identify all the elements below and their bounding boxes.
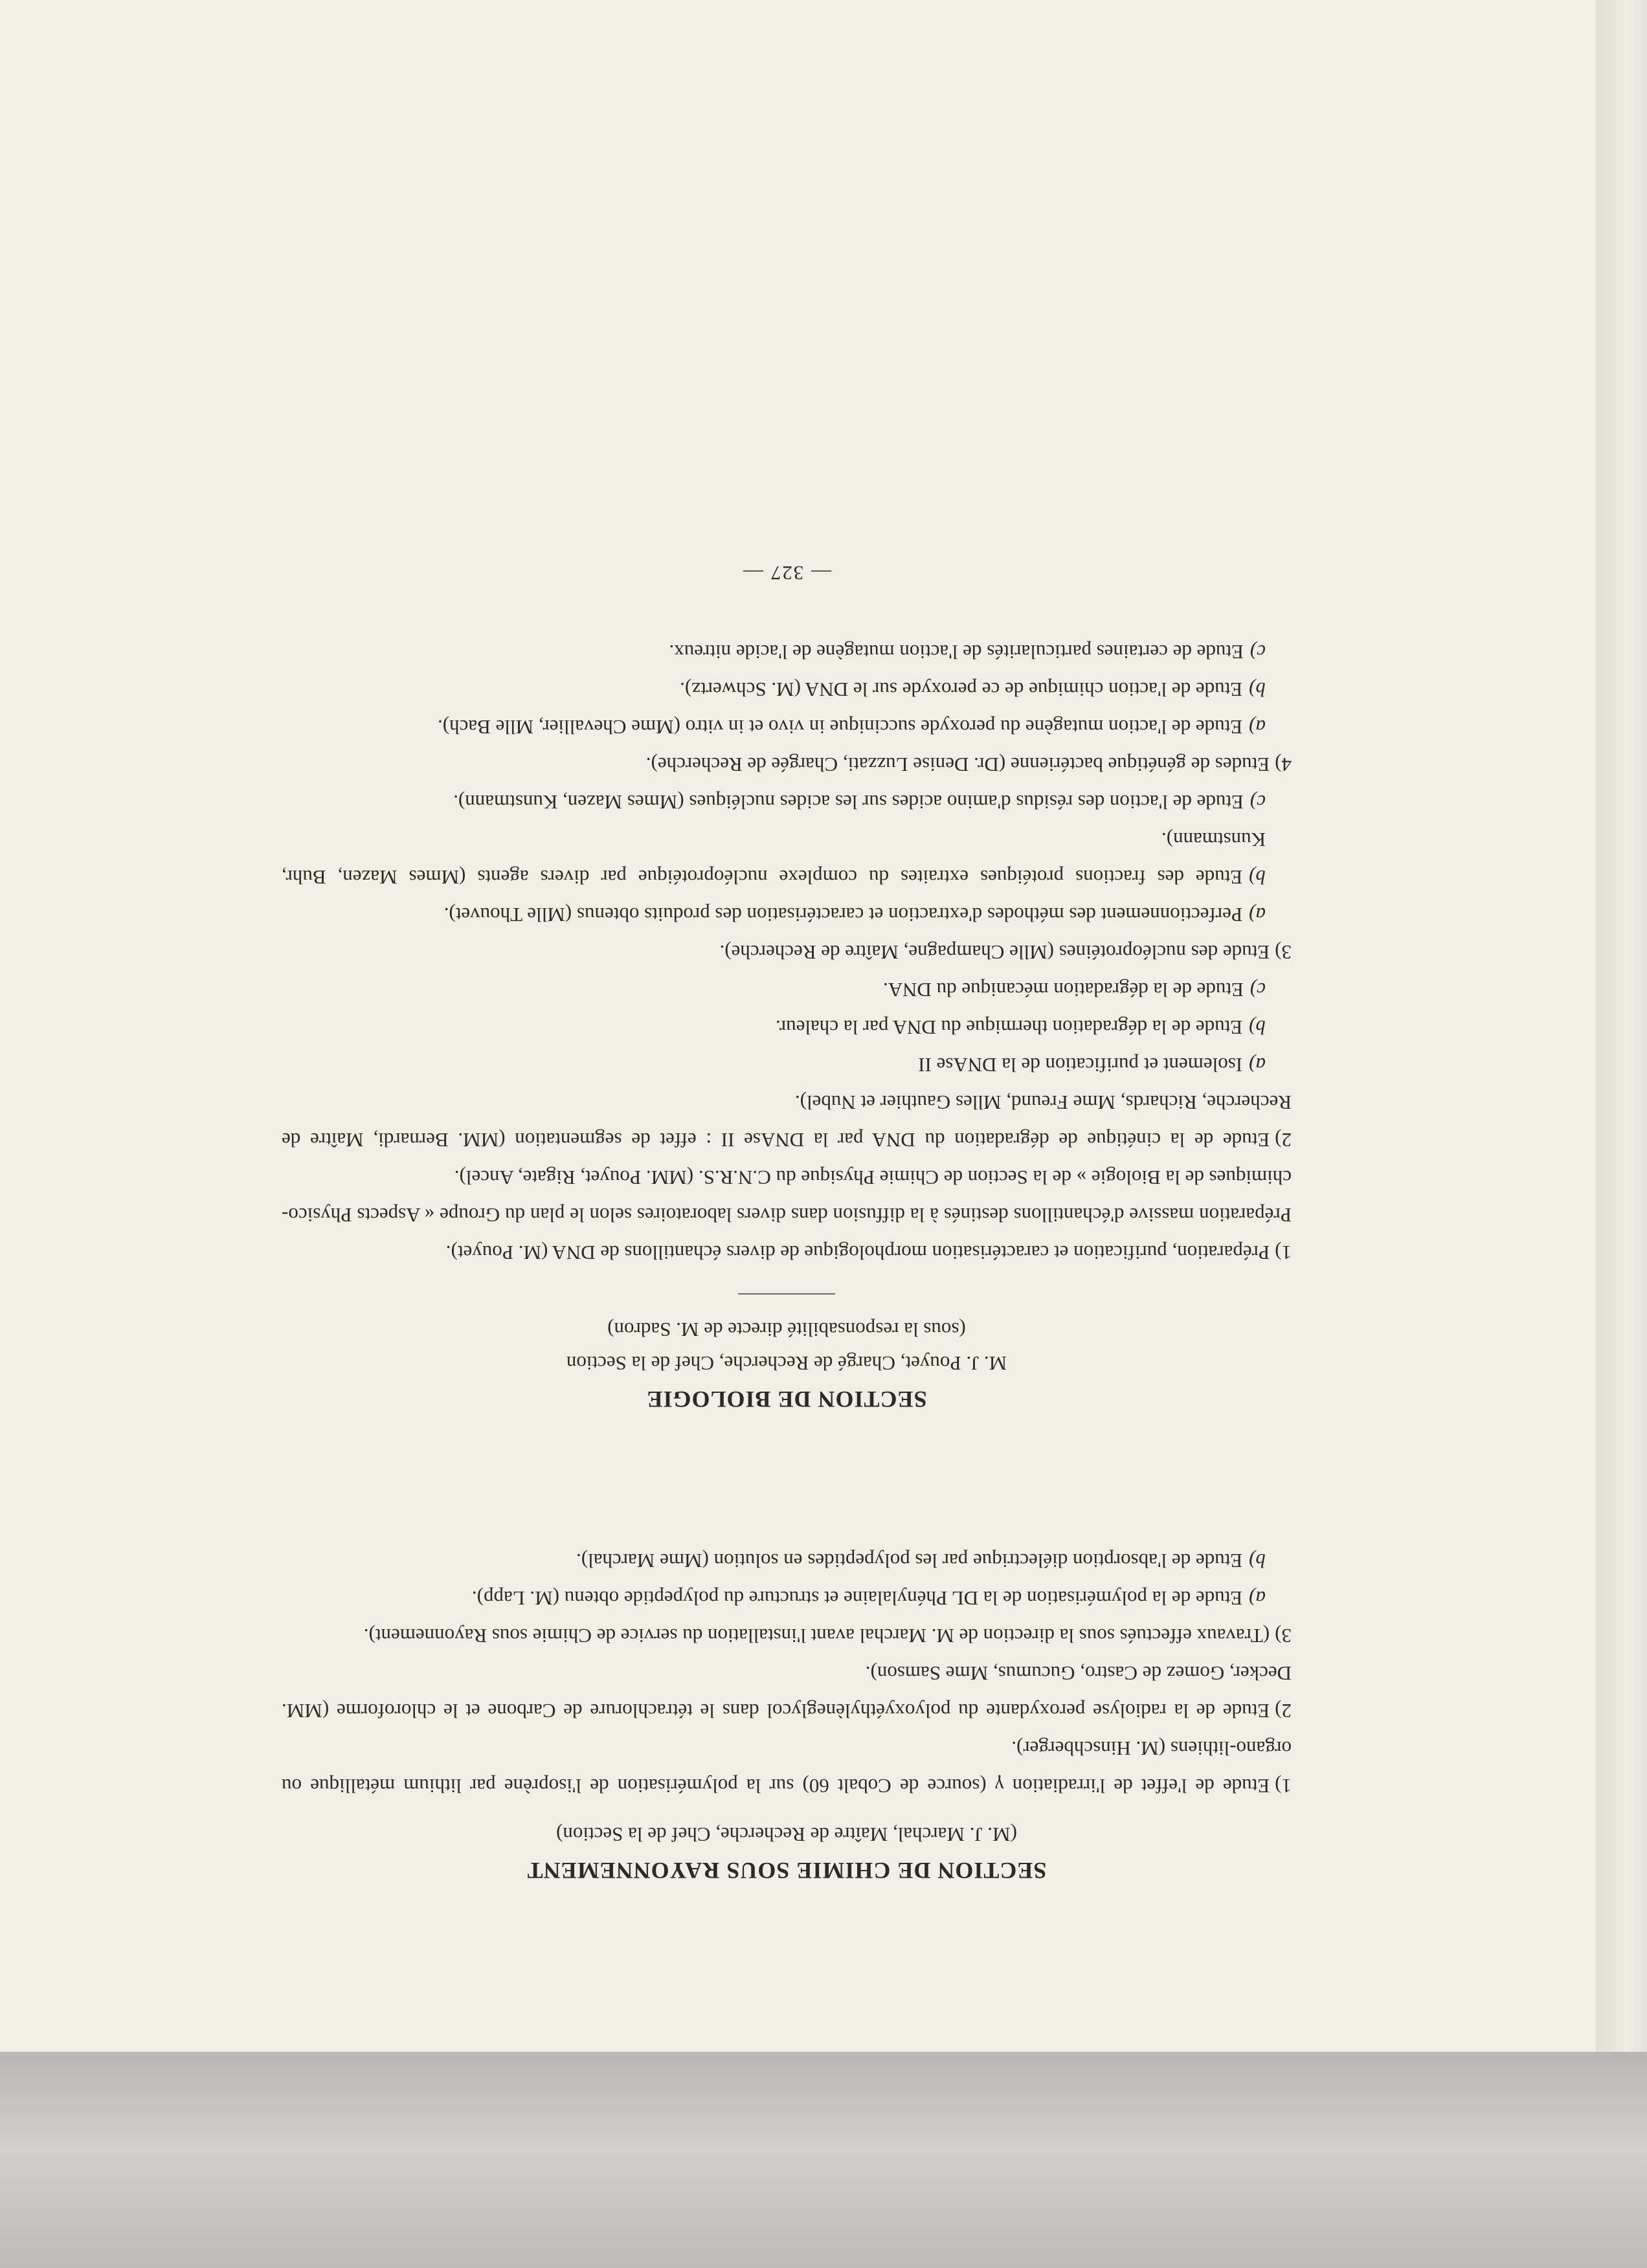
page-number: — 327 — [742,562,831,584]
scanner-background [0,2052,1647,2268]
list-item: 1)Préparation, purification et caractérisation morphologique de divers échantillons de DNA (M. Pouyet). [445,1241,1292,1264]
sub-item: b)Etude de l'absorption diélectrique par les polypeptides en solution (Mme Marchal). [576,1550,1266,1572]
page-edge [1596,0,1647,2052]
sub-item: a)Etude de l'action mutagène du peroxyde succinique in vivo et in vitro (Mme Chevallier, Mlle Bach). [438,716,1266,739]
list-item: 2)Etude de la cinétique de dégradation du DNA par la DNAse II : effet de segmentation (MM. Bernardi, Maître de Recherche, Richards, Mme Freund, Mlles Gauthier et Nubel). [282,1091,1292,1151]
section-title-chimie: SECTION DE CHIMIE SOUS RAYONNEMENT [526,1858,1047,1884]
list-item: 1)Etude de l'effet de l'irradiation γ (source de Cobalt 60) sur la polymérisation de l'isoprène par lithium métallique ou organo-lithiens (M. Hinschberger). [282,1737,1292,1797]
sub-item: a)Etude de la polymérisation de la DL Phénylalaine et structure du polypeptide obtenu (M. Lapp). [471,1587,1266,1610]
sub-item: c)Etude de l'action des résidus d'amino acides sur les acides nucléiques (Mmes Mazen, Kunstmann). [453,791,1266,814]
sub-item: c)Etude de certaines particularités de l'action mutagène de l'acide nitreux. [669,641,1266,663]
section-subtitle-chimie: (M. J. Marchal, Maître de Recherche, Chef de la Section) [556,1823,1017,1846]
sub-item: a)Perfectionnement des méthodes d'extraction et caractérisation des produits obtenus (Mlle Thouvet). [443,904,1266,926]
text-block [282,554,1292,1890]
list-item: 2)Etude de la radiolyse peroxydante du polyoxyéthylèneglycol dans le tétrachlorure de Carbone et le chloroforme (MM. Decker, Gomez de Castro, Gucumus, Mme Samson). [282,1662,1292,1722]
sub-item: a)Isolement et purification de la DNAse II [918,1054,1266,1076]
section-title-biologie: SECTION DE BIOLOGIE [646,1386,927,1412]
divider [738,1293,835,1295]
sub-item: b)Etude de l'action chimique de ce peroxyde sur le DNA (M. Schwertz). [680,678,1266,701]
list-item: Préparation massive d'échantillons destinés à la diffusion dans divers laboratoires selon le plan du Groupe « Aspects Physico-chimiques de la Biologie » de la Section de Chimie Physique du C.N.R.S. (MM. Pouyet, Rigate, Ancel). [282,1166,1292,1227]
sub-item: c)Etude de la dégradation mécanique du DNA. [882,979,1266,1001]
sub-item: b)Etude de la dégradation thermique du DNA par la chaleur. [775,1016,1266,1039]
section-subtitle-biologie-2: (sous la responsabilité directe de M. Sadron) [607,1318,966,1341]
list-item: 4)Etudes de génétique bactérienne (Dr. Denise Luzzati, Chargée de Recherche). [645,753,1292,776]
section-subtitle-biologie: M. J. Pouyet, Chargé de Recherche, Chef de la Section [566,1352,1007,1375]
sub-item: b)Etude des fractions protéiques extraites du complexe nucléoprotéique par divers agents (Mmes Mazen, Buhr, Kunstmann). [282,828,1266,889]
list-item: 3)Etude des nucléoprotéines (Mlle Champagne, Maître de Recherche). [719,941,1292,964]
list-item: 3)(Travaux effectués sous la direction de M. Marchal avant l'installation du service de Chimie sous Rayonnement). [363,1625,1292,1647]
